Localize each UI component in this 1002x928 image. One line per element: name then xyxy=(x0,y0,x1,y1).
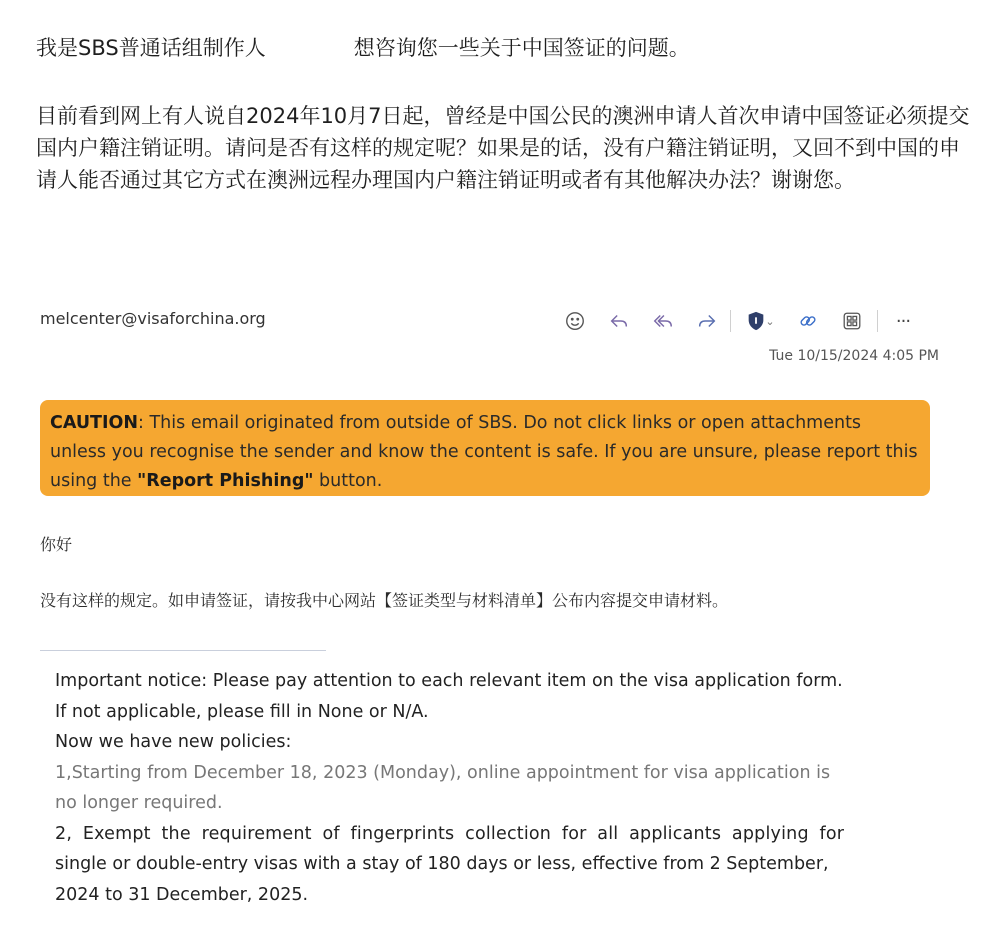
chevron-down-icon[interactable]: ⌄ xyxy=(765,314,775,328)
policy-2-line: 2, Exempt the requirement of fingerprints collection for all applicants applying for xyxy=(55,823,845,844)
notice-line: If not applicable, please fill in None or N/A. xyxy=(55,701,429,722)
important-notice xyxy=(55,666,935,910)
question-line1 xyxy=(36,32,966,64)
more-icon[interactable]: ··· xyxy=(895,310,911,332)
apps-icon[interactable] xyxy=(837,306,867,336)
email-timestamp: Tue 10/15/2024 4:05 PM xyxy=(769,348,939,364)
reply-all-icon[interactable] xyxy=(648,306,678,336)
reply-body: 没有这样的规定。如申请签证，请按我中心网站【签证类型与材料清单】公布内容提交申请材料。 xyxy=(40,591,729,610)
link-icon[interactable] xyxy=(793,306,823,336)
policy-2-line: 2024 to 31 December, 2025. xyxy=(55,884,309,905)
reply-icon[interactable] xyxy=(604,306,634,336)
sender-address[interactable]: melcenter@visaforchina.org xyxy=(40,309,266,328)
forward-icon[interactable] xyxy=(692,306,722,336)
policy-1-line: 1,Starting from December 18, 2023 (Monday), online appointment for visa application is xyxy=(55,762,831,783)
notice-line: Now we have new policies: xyxy=(55,732,292,752)
caution-banner xyxy=(40,400,930,496)
reply-greeting: 你好 xyxy=(40,535,73,554)
shield-icon[interactable] xyxy=(741,306,779,336)
report-phishing-label: "Report Phishing" xyxy=(137,471,314,491)
caution-label: CAUTION xyxy=(50,413,139,433)
policy-2-line: single or double-entry visas with a stay of 180 days or less, effective from 2 September, xyxy=(55,854,829,874)
policy-1-line: no longer required. xyxy=(55,793,223,813)
question-subject: 想咨询您一些关于中国签证的问题。 xyxy=(353,36,690,60)
caution-text: : This email originated from outside of SBS. Do not click links or open attachments unless you recognise the sender and know the content is safe. If you are unsure, please report this using the xyxy=(50,413,918,491)
message-toolbar xyxy=(560,306,932,336)
emoji-icon[interactable] xyxy=(560,306,590,336)
question-sender-intro: 我是SBS普通话组制作人 xyxy=(36,36,266,60)
signature-divider xyxy=(40,650,326,651)
notice-line: Important notice: Please pay attention to each relevant item on the visa application form. xyxy=(55,671,843,691)
caution-text-end: button. xyxy=(313,471,383,491)
toolbar-divider xyxy=(877,310,878,332)
question-paragraph: 目前看到网上有人说自2024年10月7日起，曾经是中国公民的澳洲申请人首次申请中国签证必须提交国内户籍注销证明。请问是否有这样的规定呢？如果是的话，没有户籍注销证明，又回不到中国的申请人能否通过其它方式在澳洲远程办理国内户籍注销证明或者有其他解决办法？谢谢您。 xyxy=(36,104,970,192)
toolbar-divider xyxy=(730,310,731,332)
